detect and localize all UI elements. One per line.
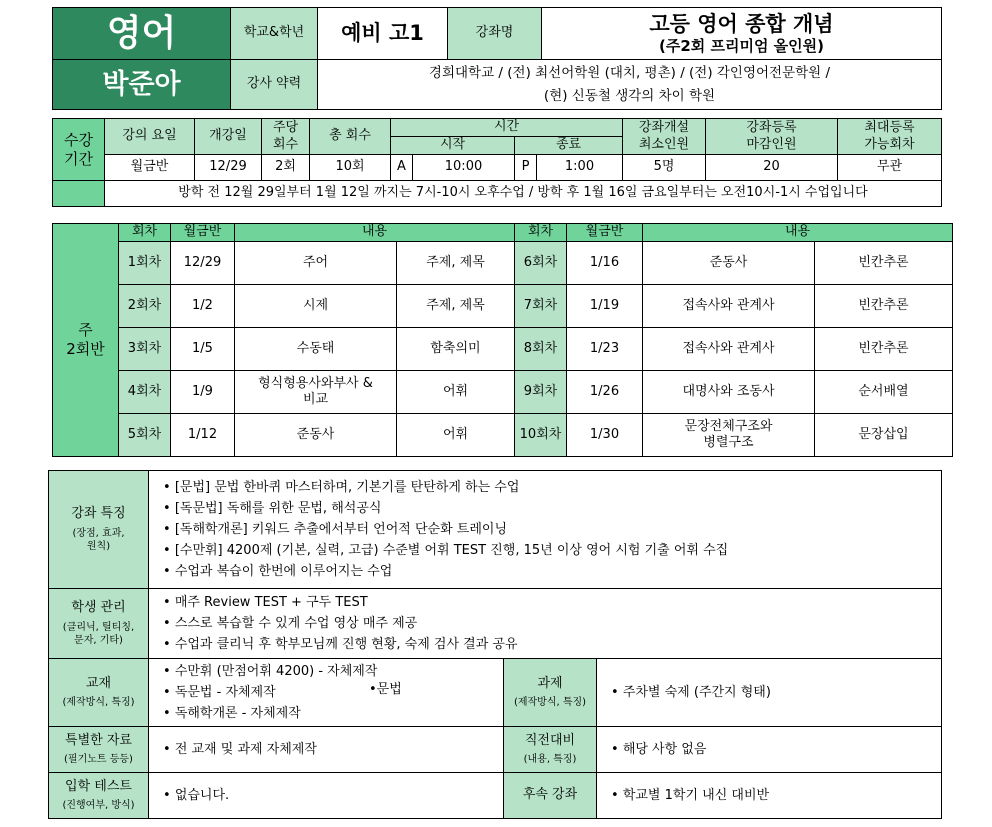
- date-cell: 1/19: [567, 285, 643, 328]
- career-line-2: (현) 신동철 생각의 차이 학원: [543, 87, 716, 104]
- table-row: [53, 414, 953, 457]
- content-cell: 형식형용사와부사 & 비교: [235, 371, 397, 414]
- header-max: 강좌등록 마감인원: [706, 119, 838, 155]
- management-content: [149, 589, 942, 659]
- content-cell: 접속사와 관계사: [643, 285, 815, 328]
- schedule-header-session-right: 회차: [515, 224, 567, 242]
- list-item: • 스스로 복습할 수 있게 수업 영상 매주 제공: [163, 613, 941, 634]
- session-cell: 7회차: [515, 285, 567, 328]
- content-cell: 함축의미: [397, 328, 515, 371]
- schedule-header-session-left: 회차: [119, 224, 171, 242]
- textbook-sub: (제작방식, 특징): [62, 697, 135, 709]
- schedule-table: [52, 223, 953, 457]
- schedule-header-class-left: 월금반: [171, 224, 235, 242]
- session-cell: 6회차: [515, 242, 567, 285]
- date-cell: 1/2: [171, 285, 235, 328]
- value-day: 월금반: [105, 155, 195, 181]
- textbook-label-cell: [49, 659, 149, 727]
- course-subtitle: (주2회 프리미엄 올인원): [658, 37, 824, 56]
- textbook-extra: •문법: [369, 682, 402, 697]
- list-item: • 학교별 1학기 내신 대비반: [611, 785, 941, 806]
- table-row: [53, 328, 953, 371]
- homework-label-cell: [504, 659, 597, 727]
- session-cell: 5회차: [119, 414, 171, 457]
- school-grade-value: 예비 고1: [318, 8, 448, 60]
- course-name-cell: [542, 8, 942, 60]
- header-max-sessions: 최대등록 가능회차: [838, 119, 942, 155]
- materials-content: [149, 727, 504, 773]
- value-start-time: 10:00: [413, 155, 515, 181]
- period-label: 수강 기간: [53, 119, 105, 181]
- career-line-1: 경희대학교 / (전) 최선어학원 (대치, 평촌) / (전) 각인영어전문학원 /: [428, 64, 831, 81]
- schedule-header-class-right: 월금반: [567, 224, 643, 242]
- materials-label-cell: [49, 727, 149, 773]
- list-item: • [독문법] 독해를 위한 문법, 해석공식: [163, 498, 941, 519]
- exam-prep-label-cell: [504, 727, 597, 773]
- textbook-label: 교재: [85, 675, 112, 691]
- date-cell: 1/23: [567, 328, 643, 371]
- date-cell: 1/26: [567, 371, 643, 414]
- session-cell: 2회차: [119, 285, 171, 328]
- exam-prep-sub: (내용, 특징): [523, 753, 577, 765]
- header-time-end: 종료: [515, 137, 623, 155]
- features-content: [149, 471, 942, 589]
- schedule-label: 주 2회반: [53, 224, 119, 457]
- header-start-date: 개강일: [195, 119, 262, 155]
- date-cell: 1/12: [171, 414, 235, 457]
- date-cell: 12/29: [171, 242, 235, 285]
- content-cell: 어휘: [397, 414, 515, 457]
- value-start-ap: A: [391, 155, 413, 181]
- exam-prep-label: 직전대비: [524, 733, 576, 749]
- list-item: • 독문법 - 자체제작: [163, 682, 503, 703]
- features-label: 강좌 특징: [71, 506, 126, 522]
- value-total: 10회: [310, 155, 391, 181]
- header-total: 총 회수: [310, 119, 391, 155]
- session-cell: 1회차: [119, 242, 171, 285]
- subject-cell: 영어: [53, 8, 231, 60]
- homework-content: [597, 659, 942, 727]
- content-cell: 순서배열: [815, 371, 953, 414]
- schedule-header-content-left: 내용: [235, 224, 515, 242]
- table-row: [53, 242, 953, 285]
- list-item: • 해당 사항 없음: [611, 739, 941, 760]
- management-sub: (클리닉, 틸티칭, 문자, 기타): [62, 621, 135, 646]
- content-cell: 문장삽입: [815, 414, 953, 457]
- table-row: [53, 285, 953, 328]
- content-cell: 대명사와 조동사: [643, 371, 815, 414]
- content-cell: 어휘: [397, 371, 515, 414]
- entrance-sub: (진행여부, 방식): [62, 799, 135, 811]
- list-item: • [문법] 문법 한바퀴 마스터하며, 기본기를 탄탄하게 하는 수업: [163, 477, 941, 498]
- features-sub: (장점, 효과, 원칙): [72, 527, 125, 552]
- homework-label: 과제: [537, 675, 563, 691]
- value-min: 5명: [623, 155, 706, 181]
- management-label-cell: [49, 589, 149, 659]
- table-row: [53, 371, 953, 414]
- course-title: 고등 영어 종합 개념: [649, 12, 834, 36]
- content-cell: 시제: [235, 285, 397, 328]
- schedule-header-content-right: 내용: [643, 224, 953, 242]
- content-cell: 주제, 제목: [397, 285, 515, 328]
- header-min: 강좌개설 최소인원: [623, 119, 706, 155]
- session-cell: 3회차: [119, 328, 171, 371]
- materials-label: 특별한 자료: [65, 733, 132, 749]
- teacher-cell: 박준아: [53, 60, 231, 110]
- content-cell: 빈칸추론: [815, 242, 953, 285]
- list-item: • 수업과 클리닉 후 학부모님께 진행 현황, 숙제 검사 결과 공유: [163, 634, 941, 655]
- content-cell: 준동사: [235, 414, 397, 457]
- value-end-time: 1:00: [537, 155, 623, 181]
- career-label: 강사 약력: [231, 60, 318, 110]
- date-cell: 1/5: [171, 328, 235, 371]
- course-name-label: 강좌명: [448, 8, 542, 60]
- list-item: • 없습니다.: [163, 785, 503, 806]
- content-cell: 주제, 제목: [397, 242, 515, 285]
- entrance-content: [149, 773, 504, 819]
- period-table: [52, 118, 942, 207]
- content-cell: 수동태: [235, 328, 397, 371]
- list-item: • 수업과 복습이 한번에 이루어지는 수업: [163, 561, 941, 582]
- value-max-sessions: 무관: [838, 155, 942, 181]
- value-max: 20: [706, 155, 838, 181]
- content-cell: 준동사: [643, 242, 815, 285]
- exam-prep-content: [597, 727, 942, 773]
- session-cell: 9회차: [515, 371, 567, 414]
- header-time-start: 시작: [391, 137, 515, 155]
- header-time: 시간: [391, 119, 623, 137]
- session-cell: 8회차: [515, 328, 567, 371]
- header-day: 강의 요일: [105, 119, 195, 155]
- date-cell: 1/30: [567, 414, 643, 457]
- list-item: • [독해학개론] 키워드 추출에서부터 언어적 단순화 트레이닝: [163, 519, 941, 540]
- session-cell: 4회차: [119, 371, 171, 414]
- materials-sub: (필기노트 등등): [64, 753, 133, 765]
- value-weekly: 2회: [262, 155, 310, 181]
- school-grade-label: 학교&학년: [231, 8, 318, 60]
- management-label: 학생 관리: [71, 600, 126, 616]
- content-cell: 빈칸추론: [815, 285, 953, 328]
- textbook-content: [149, 659, 504, 727]
- career-cell: [318, 60, 942, 110]
- date-cell: 1/16: [567, 242, 643, 285]
- header-weekly: 주당 회수: [262, 119, 310, 155]
- next-course-content: [597, 773, 942, 819]
- period-note: 방학 전 12월 29일부터 1월 12일 까지는 7시-10시 오후수업 / 방학 후 1월 16일 금요일부터는 오전10시-1시 수업입니다: [105, 181, 942, 207]
- content-cell: 문장전체구조와 병렬구조: [643, 414, 815, 457]
- content-cell: 접속사와 관계사: [643, 328, 815, 371]
- content-cell: 주어: [235, 242, 397, 285]
- entrance-label: 입학 테스트: [65, 779, 132, 795]
- homework-sub: (제작방식, 특징): [513, 697, 587, 709]
- list-item: • [수만휘] 4200제 (기본, 실력, 고급) 수준별 어휘 TEST 진행, 15년 이상 영어 시험 기출 어휘 수집: [163, 540, 941, 561]
- next-course-label: 후속 강좌: [504, 773, 597, 819]
- list-item: • 수만휘 (만점어휘 4200) - 자체제작: [163, 661, 503, 682]
- content-cell: 빈칸추론: [815, 328, 953, 371]
- header-table: [52, 7, 942, 110]
- list-item: • 전 교재 및 과제 자체제작: [163, 739, 503, 760]
- session-cell: 10회차: [515, 414, 567, 457]
- note-spacer: [53, 181, 105, 207]
- list-item: • 매주 Review TEST + 구두 TEST: [163, 592, 941, 613]
- value-start-date: 12/29: [195, 155, 262, 181]
- features-label-cell: [49, 471, 149, 589]
- entrance-label-cell: [49, 773, 149, 819]
- value-end-ap: P: [515, 155, 537, 181]
- list-item: • 독해학개론 - 자체제작: [163, 703, 503, 724]
- details-table: [48, 470, 942, 819]
- list-item: • 주차별 숙제 (주간지 형태): [611, 682, 941, 703]
- date-cell: 1/9: [171, 371, 235, 414]
